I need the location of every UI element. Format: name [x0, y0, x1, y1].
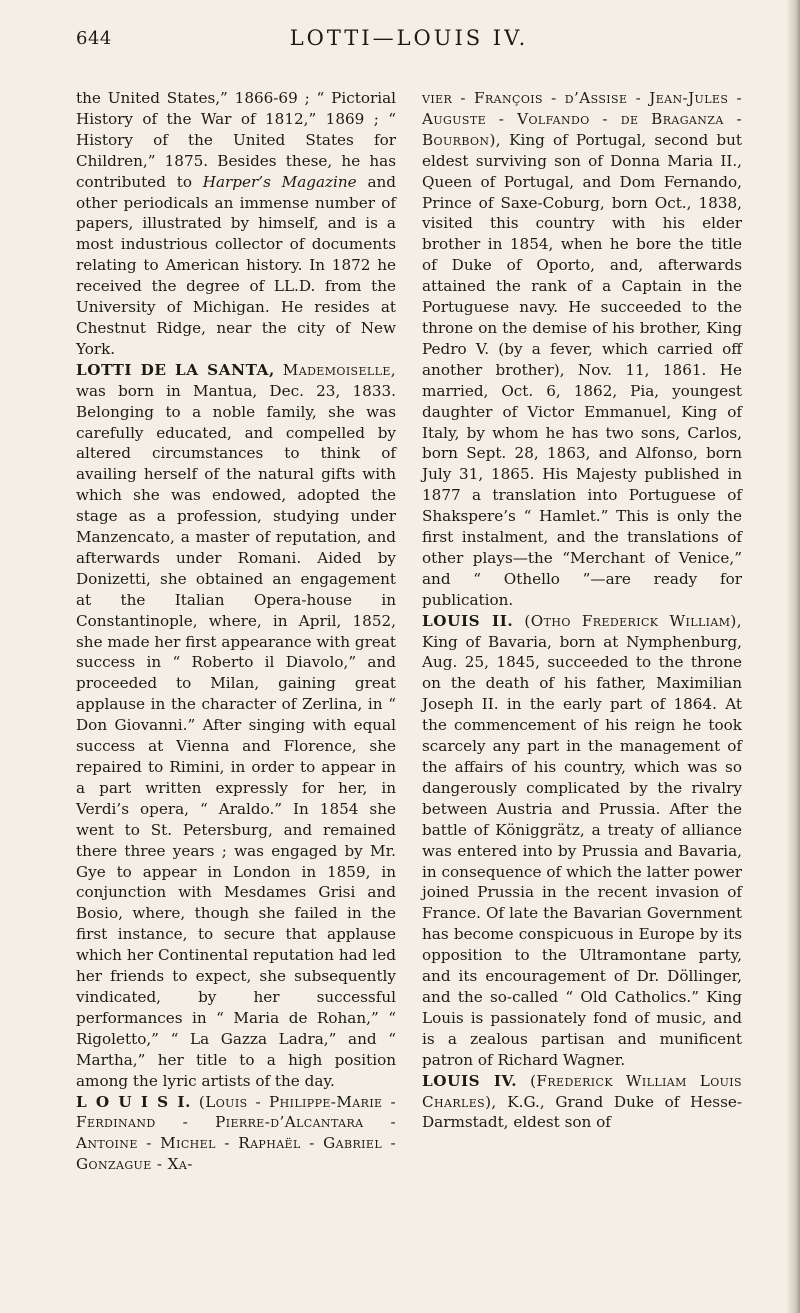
page-number: 644 [76, 28, 112, 49]
italic-title: Harper’s Magazine [202, 172, 357, 191]
names-louis-i: (Louis - Philippe-Marie - Ferdinand - Pierre-d’Alcantara - Antoine - Michel - Raphaël - Gabriel - Gonzague - Xa- [76, 1092, 396, 1174]
page-header [76, 24, 742, 60]
entry-louis-iv: LOUIS IV. (Frederick William Louis Charles), K.G., Grand Duke of Hesse-Darmstadt, eldest son of [422, 1071, 742, 1132]
names-louis-i-cont: vier - François - d’Assise - Jean-Jules - Auguste - Volfando - de Braganza - Bourbon), [422, 89, 742, 149]
title-lotti: Mademoiselle, [274, 360, 396, 379]
left-column [76, 88, 396, 1175]
names-louis-iv: (Frederick William Louis Charles), [422, 1071, 742, 1111]
entry-louis-i [76, 1092, 396, 1176]
running-head: LOTTI—LOUIS IV. [289, 26, 529, 50]
headword-lotti: LOTTI DE LA SANTA, [76, 360, 275, 379]
page-edge-shadow [786, 0, 800, 1313]
headword-louis-i: L O U I S I. [76, 1092, 191, 1111]
entry-louis-i-cont: vier - François - d’Assise - Jean-Jules - Auguste - Volfando - de Braganza - Bourbon), King of Portugal, second but eldest surviving son of Donna Maria II., Queen of Portugal, and Dom Fernando, Prince of Saxe-Coburg, born Oct., 1838, visited this country with his elder brother in 1854, when he bore the title of Duke of Oporto, and, afterwards attained the rank of a Captain in the Portuguese navy. He succeeded to the throne on the demise of his brother, King Pedro V. (by a fever, which carried off another brother), Nov. 11, 1861. He married, Oct. 6, 1862, Pia, youngest daughter of Victor Emmanuel, King of Italy, by whom he has two sons, Carlos, born Sept. 28, 1863, and Alfonso, born July 31, 1865. His Majesty published in 1877 a translation into Portuguese of Shakspere’s “ Hamlet.” This is only the first instalment, and the translations of other plays—the “Merchant of Venice,” and “ Othello ”—are ready for publication. [422, 89, 742, 609]
headword-louis-iv: LOUIS IV. [422, 1071, 518, 1090]
entry-lotti: LOTTI DE LA SANTA, Mademoiselle, was born in Mantua, Dec. 23, 1833. Belonging to a noble family, she was carefully educated, and compelled by altered circumstances to think of availing herself of the natural gifts with which she was endowed, adopted the stage as a profession, studying under Manzencato, a master of reputation, and afterwards under Romani. Aided by Donizetti, she obtained an engagement at the Italian Opera-house in Constantinople, where, in April, 1852, she made her first appearance with great success in “ Roberto il Diavolo,” and proceeded to Milan, gaining great applause in the character of Zerlina, in “ Don Giovanni.” After singing with equal success at Vienna and Florence, she repaired to Rimini, in order to appear in a part written expressly for her, in Verdi’s opera, “ Araldo.” In 1854 she went to St. Petersburg, and remained there three years ; was engaged by Mr. Gye to appear in London in 1859, in conjunction with Mesdames Grisi and Bosio, where, though she failed in the first instance, to secure that applause which her Continental reputation had led her friends to expect, she subsequently vindicated, by her successful performances in “ Maria de Rohan,” “ Rigoletto,” “ La Gazza Ladra,” and “ Martha,” her title to a high position among the lyric artists of the day. [76, 360, 397, 1090]
entry-louis-ii: LOUIS II. (Otho Frederick William), King of Bavaria, born at Nymphenburg, Aug. 25, 1845, succeeded to the throne on the death of his father, Maximilian Joseph II. in the early part of 1864. At the commencement of his reign he took scarcely any part in the management of the affairs of his country, which was so dangerously complicated by the rivalry between Austria and Prussia. After the battle of Königgrätz, a treaty of alliance was entered into by Prussia and Bavaria, in consequence of which the latter power joined Prussia in the recent invasion of France. Of late the Bavarian Government has become conspicuous in Europe by its opposition to the Ultramontane party, and its encouragement of Dr. Döllinger, and the so-called “ Old Catholics.” King Louis is passionately fond of music, and is a zealous partisan and munificent patron of Richard Wagner. [422, 611, 742, 1069]
text-columns [76, 88, 742, 1288]
paragraph-lossing-end: the United States,” 1866-69 ; “ Pictorial History of the War of 1812,” 1869 ; “ History of the United States for Children,” 1875. Besides these, he has contributed to Harper’s Magazine and other periodicals an immense number of papers, illustrated by himself, and is a most industrious collector of documents relating to American history. In 1872 he received the degree of LL.D. from the University of Michigan. He resides at Chestnut Ridge, near the city of New York. [76, 89, 397, 358]
headword-louis-ii: LOUIS II. [422, 611, 514, 630]
right-column [422, 88, 742, 1133]
names-louis-ii: (Otho Frederick William), [513, 611, 742, 630]
